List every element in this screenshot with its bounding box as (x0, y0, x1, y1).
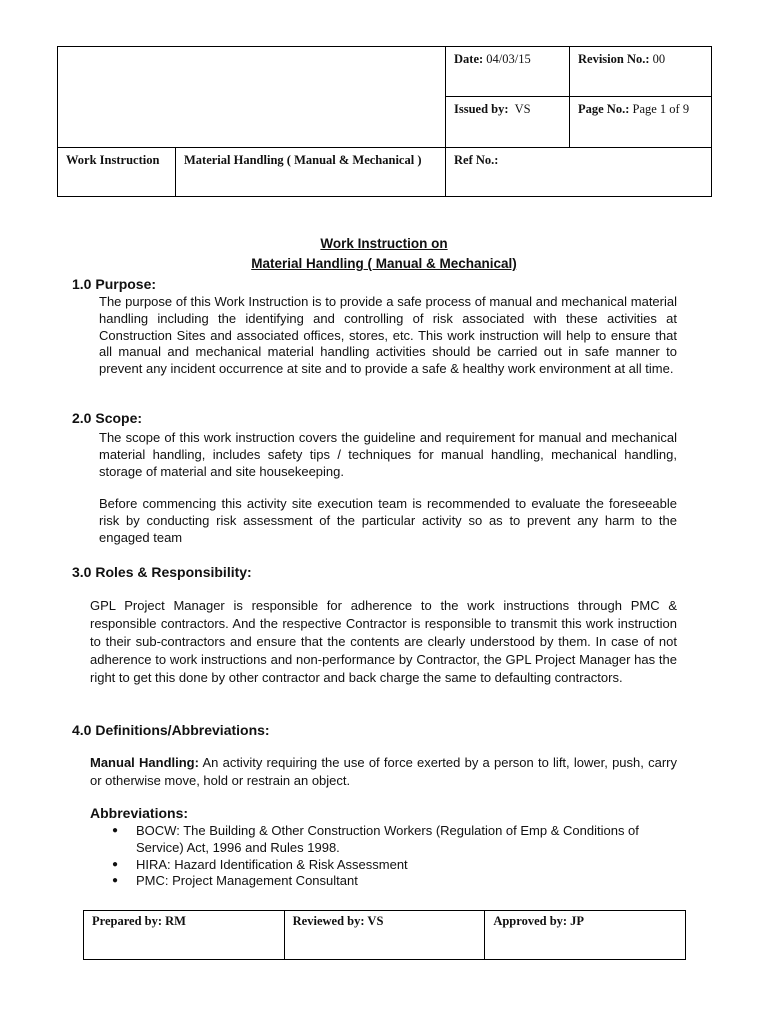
manual-handling-term: Manual Handling: (90, 755, 199, 770)
roles-text: GPL Project Manager is responsible for adherence to the work instructions through PMC & responsible contractors. And the respective Contractor is responsible to transmit this work instruction to their sub-contractors and ensure that the contents are clearly understood by them. In case of not adherence to work instructions and non-performance by Contractor, the GPL Project Manager has the right to get this done by other contractor and back charge the same to defaulting contractors. (90, 598, 677, 685)
manual-handling-definition (90, 754, 677, 790)
revision-cell (570, 47, 712, 97)
page-label: Page No.: (578, 102, 630, 116)
prepared-by: Prepared by: RM (84, 911, 285, 960)
doc-title-line2: Material Handling ( Manual & Mechanical) (251, 256, 517, 271)
date-value: 04/03/15 (486, 52, 531, 66)
issued-label: Issued by: (454, 102, 509, 116)
abbreviation-item-pmc: ● PMC: Project Management Consultant (106, 873, 686, 890)
approval-table (83, 910, 686, 960)
reviewed-by: Reviewed by: VS (284, 911, 485, 960)
abbreviation-item-hira: ● HIRA: Hazard Identification & Risk Assessment (106, 857, 686, 874)
abbreviations-list (106, 823, 686, 890)
purpose-heading: 1.0 Purpose: (72, 276, 157, 292)
ref-label: Ref No.: (454, 153, 499, 167)
logo-cell (58, 47, 446, 148)
issued-cell (446, 97, 570, 148)
doc-type: Work Instruction (66, 153, 160, 167)
header-table (57, 46, 712, 197)
purpose-text: The purpose of this Work Instruction is to provide a safe process of manual and mechanical material handling including the identifying and controlling of risk associated with these activities at Construction Sites and associated offices, stores, etc. This work instruction will help to ensure that all manual and mechanical material handling activities should be carried out in safe manner to prevent any incident occurrence at site and to provide a safe & healthy work environment at all time. (99, 294, 677, 377)
page-value: Page 1 of 9 (632, 102, 690, 116)
approved-by: Approved by: JP (485, 911, 686, 960)
doc-subject-cell (176, 148, 446, 197)
manual-handling-text: An activity requiring the use of force exerted by a person to lift, lower, push, carry or otherwise move, hold or restrain an object. (90, 755, 677, 788)
doc-type-cell (58, 148, 176, 197)
date-label: Date: (454, 52, 484, 66)
doc-subject: Material Handling ( Manual & Mechanical ) (184, 153, 422, 167)
doc-title-line1: Work Instruction on (320, 236, 448, 251)
scope-heading: 2.0 Scope: (72, 410, 143, 426)
revision-value: 00 (652, 52, 666, 66)
page-cell (570, 97, 712, 148)
abbreviations-heading: Abbreviations: (90, 805, 189, 821)
scope-text-1: The scope of this work instruction covers the guideline and requirement for manual and mechanical material handling, includes safety tips / techniques for manual handling, mechanical handling, storage of material and site housekeeping. (99, 430, 677, 479)
definitions-heading: 4.0 Definitions/Abbreviations: (72, 722, 270, 738)
ref-cell (446, 148, 712, 197)
abbreviation-item-bocw: ● BOCW: The Building & Other Construction Workers (Regulation of Emp & Conditions of Service) Act, 1996 and Rules 1998. (106, 823, 686, 857)
date-cell (446, 47, 570, 97)
revision-label: Revision No.: (578, 52, 650, 66)
roles-heading: 3.0 Roles & Responsibility: (72, 564, 252, 580)
issued-value: VS (514, 102, 531, 116)
scope-text-2: Before commencing this activity site execution team is recommended to evaluate the foreseeable risk by conducting risk assessment of the particular activity so as to prevent any harm to the engaged team (99, 496, 677, 545)
